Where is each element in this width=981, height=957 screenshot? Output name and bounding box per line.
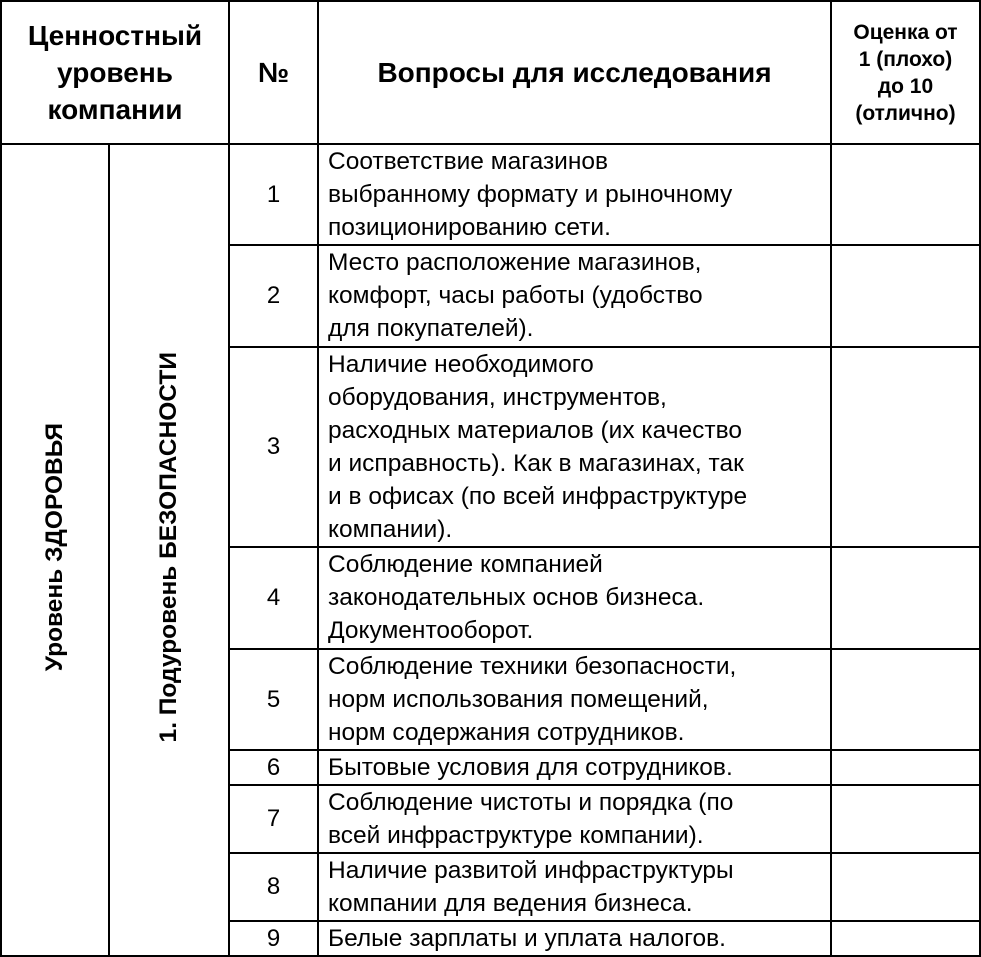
score-cell[interactable] — [831, 750, 980, 785]
question-text: Соответствие магазинов выбранному формату и рыночному позиционированию сети. — [318, 144, 831, 245]
header-level: Ценностный уровень компании — [1, 1, 229, 144]
score-cell[interactable] — [831, 245, 980, 347]
score-cell[interactable] — [831, 921, 980, 956]
sublevel-cell — [109, 144, 229, 956]
header-score: Оценка от 1 (плохо) до 10 (отлично) — [831, 1, 980, 144]
question-text: Соблюдение техники безопасности, норм использования помещений, норм содержания сотрудников. — [318, 649, 831, 750]
row-number: 3 — [229, 347, 318, 547]
header-row — [1, 1, 980, 144]
row-number: 1 — [229, 144, 318, 245]
score-cell[interactable] — [831, 144, 980, 245]
row-number: 6 — [229, 750, 318, 785]
score-cell[interactable] — [831, 649, 980, 750]
row-number: 4 — [229, 547, 318, 649]
header-number: № — [229, 1, 318, 144]
level-cell — [1, 144, 109, 956]
table-row — [1, 144, 980, 245]
score-cell[interactable] — [831, 347, 980, 547]
question-text: Наличие развитой инфраструктуры компании для ведения бизнеса. — [318, 853, 831, 921]
row-number: 9 — [229, 921, 318, 956]
question-text: Место расположение магазинов, комфорт, часы работы (удобство для покупателей). — [318, 245, 831, 347]
score-cell[interactable] — [831, 547, 980, 649]
question-text: Наличие необходимого оборудования, инструментов, расходных материалов (их качество и исправность). Как в магазинах, так и в офисах (по всей инфраструктуре компании). — [318, 347, 831, 547]
row-number: 2 — [229, 245, 318, 347]
row-number: 7 — [229, 785, 318, 853]
question-text: Соблюдение компанией законодательных основ бизнеса. Документооборот. — [318, 547, 831, 649]
question-text: Соблюдение чистоты и порядка (по всей инфраструктуре компании). — [318, 785, 831, 853]
sublevel-label: 1. Подуровень БЕЗОПАСНОСТИ — [155, 352, 182, 743]
question-text: Бытовые условия для сотрудников. — [318, 750, 831, 785]
question-text: Белые зарплаты и уплата налогов. — [318, 921, 831, 956]
header-questions: Вопросы для исследования — [318, 1, 831, 144]
row-number: 5 — [229, 649, 318, 750]
level-label: Уровень ЗДОРОВЬЯ — [41, 423, 68, 672]
score-cell[interactable] — [831, 785, 980, 853]
row-number: 8 — [229, 853, 318, 921]
score-cell[interactable] — [831, 853, 980, 921]
